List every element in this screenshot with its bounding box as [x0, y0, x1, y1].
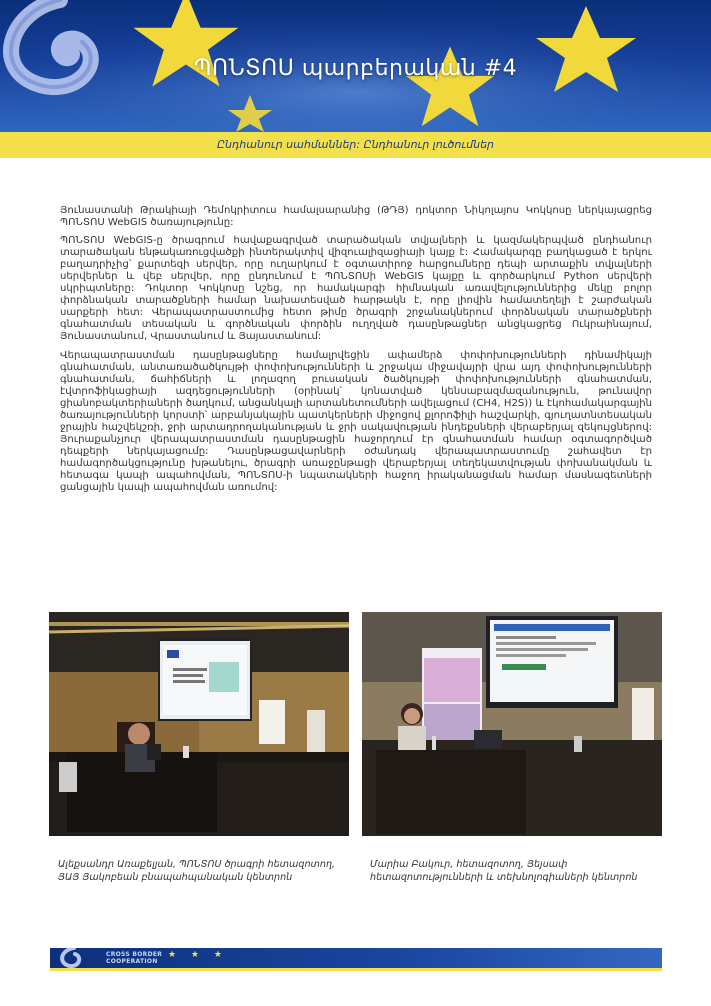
footer-stripe — [50, 968, 662, 971]
footer-banner — [50, 948, 662, 968]
photo-right — [362, 612, 662, 836]
photo-left — [49, 612, 349, 836]
article-body — [60, 205, 652, 500]
page-title: ՊՈՆՏՈՍ պարբերական #4 — [193, 56, 518, 81]
eu-star-icon: ★ ★ ★ — [168, 950, 228, 960]
paragraph-training: Վերապատրաստման դասընթացները համալրվեցին ափամերձ փոփոխությունների դինամիկայի գնահատման, անտառածածկույթի փոփոխությունների և շրջակա միջավայրի վրա այդ փոփոխությունների գնահատման, ճահիճների և լողազող բուսական ծածկույթի փոփոխությունների գնահատման, էվտրոֆիկացիայի ազդեցությունների (օրինակ՝ կոնատված կենսաբազմազանություն, թունավոր ցիանոբակտերիաների ծաղկում, անցանկալի արտանետումների ավելացում (CH4, H2S)) և էկոհամակարգային ծառայությունների կորստի՝ արբանյակային պատկերների միջոցով քլորոֆիլի հաշվարկի, գյուղատնտեսական ջրային հաշվեկշռի, ջրի արտադրողականության և ջրի սակավության ինդեքսների վերաբերյալ զեկույցներով: Յուրաքանչյուր վերապատրաստման դասընթացին հաջորդում էր գնահատման համար օգտագործված դեպքերի ներկայացումը: Դասընթացավարների օժանդակ վերապատրաստումը շահավետ էր համագործակցությունը խթանելու, ծրագրի առաջընթացի վերաբերյալ տեղեկատվության փոխանակման և հետագա կապի ապահովման, ՊՈՆՏՈՍ-ի նպատակների հաջող իրականացման համար մասնագետների ցանցային կապի ապահովման առումով: — [60, 349, 652, 494]
header-banner — [0, 0, 711, 132]
paragraph-intro: Յունաստանի Թրակիայի Դեմոկրիտուս համալսարանից (ԹԴՅ) դոկտոր Նիկոլայոս Կոկկոսը ներկայացրեց ՊՈՆՏՈՍ WebGIS ծառայությունը: — [60, 205, 652, 229]
swirl-logo-icon — [56, 948, 106, 968]
footer-label-line2: COOPERATION — [106, 958, 158, 965]
caption-right: Մարիա Բակուր, հետազոտող, Յեյսափ հետազոտությունների և տեխնոլոգիաների կենտրոն — [370, 859, 638, 883]
caption-left: Ալեքսանդր Առաքելյան, ՊՈՆՏՈՍ ծրագրի հետազոտող, ՅԱՅ Յակոբեան բնապահպանական կենտրոն — [58, 859, 336, 883]
page-subtitle: Ընդհանուր սահմաններ: Ընդհանուր լուծումներ — [216, 138, 495, 151]
paragraph-webgis: ՊՈՆՏՈՍ WebGIS-ը ծրագրում հավաքագրված տարածական տվյալների և կազմակերպված ընդհանուր տարածական ենթակառուցվածքի ինտերակտիվ վիզուալիզացիայի կայք է: Համակարգը բաղկացած է երկու բաղադրիչից՝ քարտեզի սերվեր, որը ուղարկում է օգտատիրոջ հարցումները դեպի արտաքին տվյալների սերվերներ և վեբ սերվեր, որը ընդունում է ՊՈՆՏՈՍի WebGIS կայքը և գործարկում Python սերվերի սկրիպտները: Դոկտոր Կոկկոսը նշեց, որ համակարգի հիմնական առավելություններից մեկը բոլոր փորձնական տարածքների համար նախատեսված հարթակն է, որը լիովին համատեղելի է շարժական սարքերի հետ: Վերապատրաստումից հետո թիմը ծրագրի շրջանակներում փորձնական տարածքների գնահատման տեսական և գործնական փորձին ուղղված դասընթացներ անցկացրեց Ուկրաինայում, Յունաստանում, Վրաստանում և Յայաստանում: — [60, 235, 652, 343]
footer-label-line1: CROSS BORDER — [106, 951, 163, 958]
footer-label — [106, 951, 162, 965]
